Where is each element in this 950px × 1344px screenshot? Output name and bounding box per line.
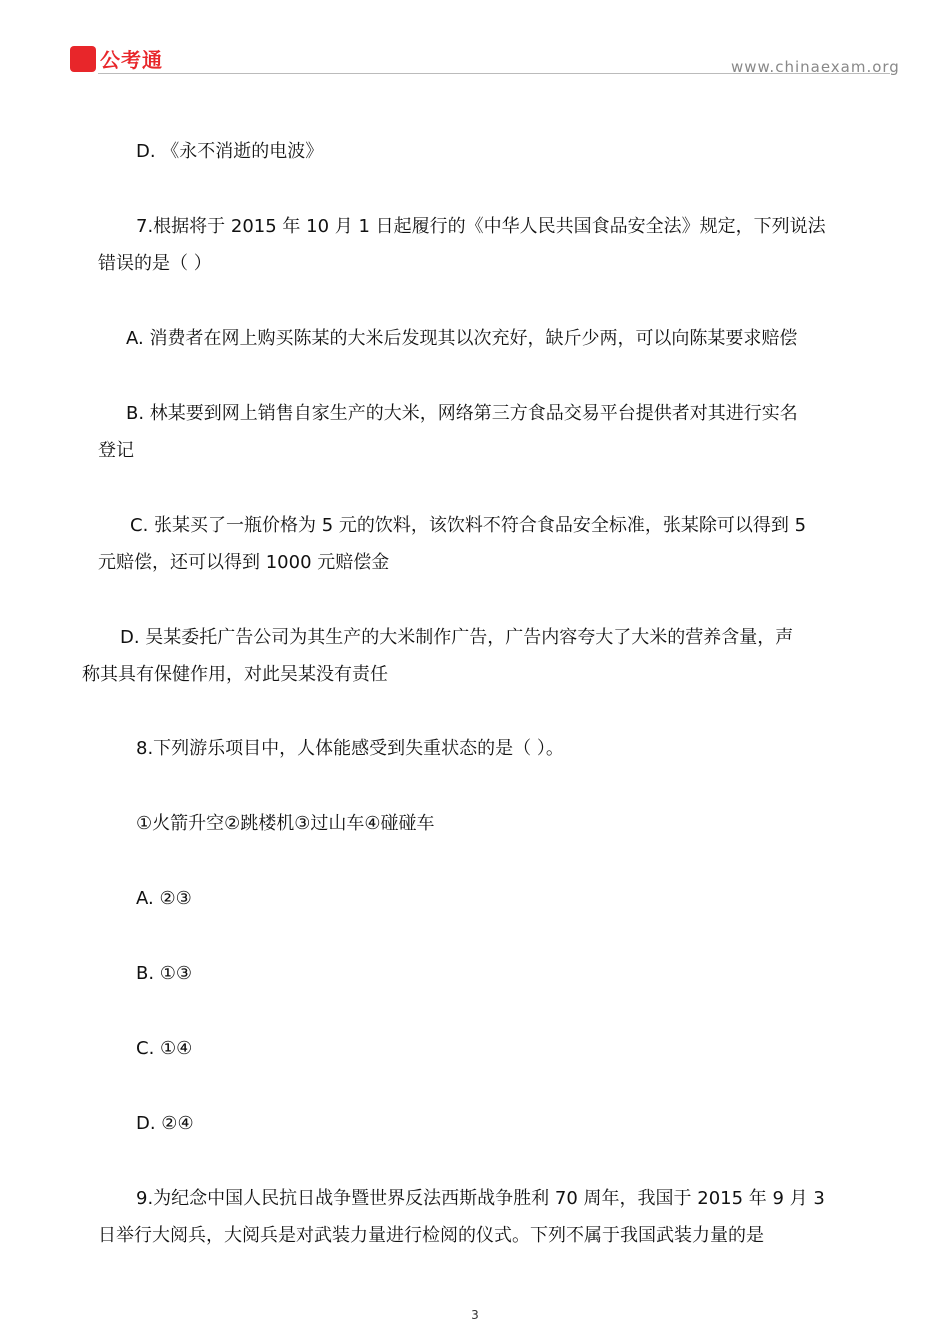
q9-stem-line1: 9.为纪念中国人民抗日战争暨世界反法西斯战争胜利 70 周年，我国于 2015 年 9 月 3 [136,1188,825,1209]
q6-option-d: D. 《永不消逝的电波》 [136,141,324,162]
q7-option-c-line2: 元赔偿，还可以得到 1000 元赔偿金 [98,552,390,573]
q8-items: ①火箭升空②跳楼机③过山车④碰碰车 [136,813,435,834]
q7-option-d-line2: 称其具有保健作用，对此吴某没有责任 [82,664,388,685]
q8-option-d: D. ②④ [136,1113,194,1134]
q7-option-c-line1: C. 张某买了一瓶价格为 5 元的饮料，该饮料不符合食品安全标准，张某除可以得到 5 [130,515,807,536]
q9-stem-line2: 日举行大阅兵，大阅兵是对武装力量进行检阅的仪式。下列不属于我国武装力量的是 [98,1225,764,1246]
brand-logo [70,44,163,73]
site-url: www.chinaexam.org [731,58,900,76]
logo-text: 公考通 [100,48,163,72]
page-header [0,0,950,100]
q8-stem: 8.下列游乐项目中，人体能感受到失重状态的是（ ）。 [136,738,564,759]
q8-option-a: A. ②③ [136,888,192,909]
q7-option-b-line1: B. 林某要到网上销售自家生产的大米，网络第三方食品交易平台提供者对其进行实名 [126,403,798,424]
logo-badge-icon [70,46,96,72]
q7-stem-line1: 7.根据将于 2015 年 10 月 1 日起履行的《中华人民共国食品安全法》规定，下列说法 [136,216,826,237]
q8-option-b: B. ①③ [136,963,193,984]
q7-option-d-line1: D. 吴某委托广告公司为其生产的大米制作广告，广告内容夸大了大米的营养含量，声 [120,627,794,648]
q8-option-c: C. ①④ [136,1038,193,1059]
q7-option-a: A. 消费者在网上购买陈某的大米后发现其以次充好，缺斤少两，可以向陈某要求赔偿 [126,328,798,349]
page-number: 3 [471,1308,479,1322]
q7-option-b-line2: 登记 [98,440,134,461]
q7-stem-line2: 错误的是（ ） [98,253,212,274]
